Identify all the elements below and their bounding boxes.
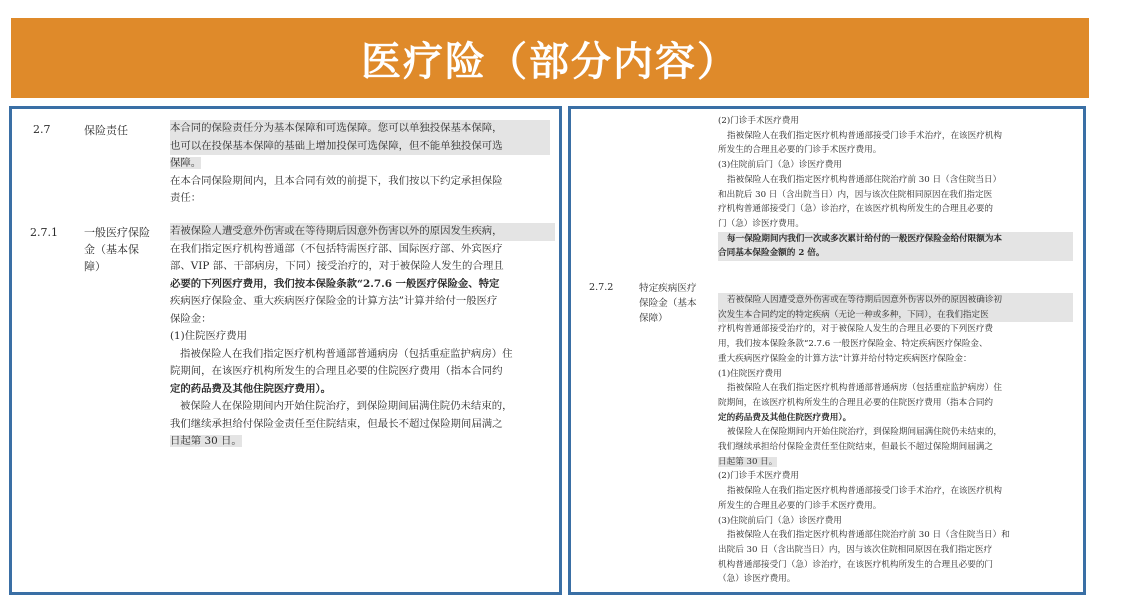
section-title-line: 保险金（基本 [639,298,697,309]
text-line: 院期间，在该医疗机构所发生的合理且必要的住院医疗费用（指本合同约 [718,397,994,408]
text-line: 本合同的保险责任分为基本保障和可选保障。您可以单独投保基本保障， [170,120,550,138]
text-line: 若被保险人因遭受意外伤害或在等待期后因意外伤害以外的原因被确诊初 [718,293,1073,308]
text-line: (2)门诊手术医疗费用 [718,471,799,482]
text-line: 我们继续承担给付保险金责任至住院结束，但最长不超过保险期间届满之 [718,442,994,453]
text-line: (1)住院医疗费用 [170,330,248,342]
text-line: 疾病医疗保险金、重大疾病医疗保险金的计算方法”计算并给付一般医疗 [170,295,498,307]
section-body [718,293,1073,587]
text-line: 院期间，在该医疗机构所发生的合理且必要的住院医疗费用（指本合同约 [170,365,503,377]
text-line: 保障。 [170,157,202,169]
text-line: 疗机构普通部接受治疗的，对于被保险人发生的合理且必要的下列医疗费 [718,324,994,335]
section-title [639,281,697,326]
text-line: 每一保险期间内我们一次或多次累计给付的一般医疗保险金给付限额为本 [718,232,1073,247]
text-line: 在我们指定医疗机构普通部（不包括特需医疗部、国际医疗部、外宾医疗 [170,242,503,255]
section-number: 2.7.1 [30,226,58,239]
text-line: 所发生的合理且必要的门诊手术医疗费用。 [718,500,882,511]
section-title [84,224,150,275]
text-line: 出院后 30 日（含出院当日）内，因与该次住院相同原因在我们指定医疗 [718,544,993,555]
section-title-line: 特定疾病医疗 [639,283,697,294]
text-line: 指被保险人在我们指定医疗机构普通部普通病房（包括重症监护病房）住 [180,347,513,360]
section-body [170,223,555,451]
text-line: 指被保险人在我们指定医疗机构普通部普通病房（包括重症监护病房）住 [727,383,1003,394]
section-title-line: 保障） [639,313,668,324]
text-line: 保险金： [170,312,212,325]
text-line: 指被保险人在我们指定医疗机构普通部接受门诊手术治疗，在该医疗机构 [727,130,1003,141]
text-line: 部、VIP 部、干部病房，下同）接受治疗的，对于被保险人发生的合理且 [170,260,504,272]
text-line: 定的药品费及其他住院医疗费用）。 [170,382,332,395]
text-line: 必要的下列医疗费用，我们按本保险条款“2.7.6 一般医疗保险金、特定 [170,277,500,290]
text-line: 合同基本保险金额的 2 倍。 [718,246,1073,261]
section-title-line: 金（基本保 [84,243,139,256]
text-line: 也可以在投保基本保障的基础上增加投保可选保障，但不能单独投保可选 [170,138,550,156]
text-line: 日起第 30 日。 [718,456,778,467]
section-title: 保险责任 [84,124,128,137]
text-line: 指被保险人在我们指定医疗机构普通部接受门诊手术治疗，在该医疗机构 [727,486,1003,497]
text-line: 机构普通部接受门（急）诊治疗，在该医疗机构所发生的合理且必要的门 [718,559,994,570]
text-line: （急）诊医疗费用。 [718,574,796,585]
text-line: 责任： [170,192,202,204]
title-banner [11,18,1089,98]
text-line: (3)住院前后门（急）诊医疗费用 [718,160,842,171]
text-line: 我们继续承担给付保险金责任至住院结束，但最长不超过保险期间届满之 [170,417,503,430]
text-line: (3)住院前后门（急）诊医疗费用 [718,515,842,526]
document-panel-right [568,106,1086,595]
text-line: 定的药品费及其他住院医疗费用）。 [718,412,852,423]
section-body [170,120,550,208]
page-title: 医疗险（部分内容） [361,38,739,85]
text-line: (2)门诊手术医疗费用 [718,116,799,126]
section-number: 2.7 [33,123,51,136]
section-number: 2.7.2 [589,282,614,293]
text-line: 指被保险人在我们指定医疗机构普通部住院治疗前 30 日（含住院当日） [727,174,1002,185]
text-line: 所发生的合理且必要的门诊手术医疗费用。 [718,145,882,156]
text-line: 次发生本合同约定的特定疾病（无论一种或多种，下同），在我们指定医 [718,308,1073,323]
section-title-line: 障） [84,260,106,273]
section-title-line: 一般医疗保险 [84,226,150,239]
text-line: 被保险人在保险期间内开始住院治疗，到保险期间届满住院仍未结束的， [180,400,513,412]
text-line: 被保险人在保险期间内开始住院治疗，到保险期间届满住院仍未结束的， [727,427,1003,438]
text-line: 疗机构普通部接受门（急）诊治疗，在该医疗机构所发生的合理且必要的 [718,204,994,215]
text-line: 门（急）诊医疗费用。 [718,218,804,229]
text-line: 在本合同保险期间内，且本合同有效的前提下，我们按以下约定承担保险 [170,174,503,187]
section-body [718,114,1073,261]
text-line: 日起第 30 日。 [170,435,242,447]
text-line: 和出院后 30 日（含出院当日）内，因与该次住院相同原因在我们指定医 [718,189,993,200]
text-line: 重大疾病医疗保险金的计算方法”计算并给付特定疾病医疗保险金： [718,353,972,364]
text-line: 若被保险人遭受意外伤害或在等待期后因意外伤害以外的原因发生疾病， [170,223,555,241]
text-line: 指被保险人在我们指定医疗机构普通部住院治疗前 30 日（含住院当日）和 [727,530,1010,541]
text-line: 用，我们按本保险条款“2.7.6 一般医疗保险金、特定疾病医疗保险金、 [718,339,988,350]
document-panel-left [9,106,562,595]
text-line: (1)住院医疗费用 [718,368,782,379]
